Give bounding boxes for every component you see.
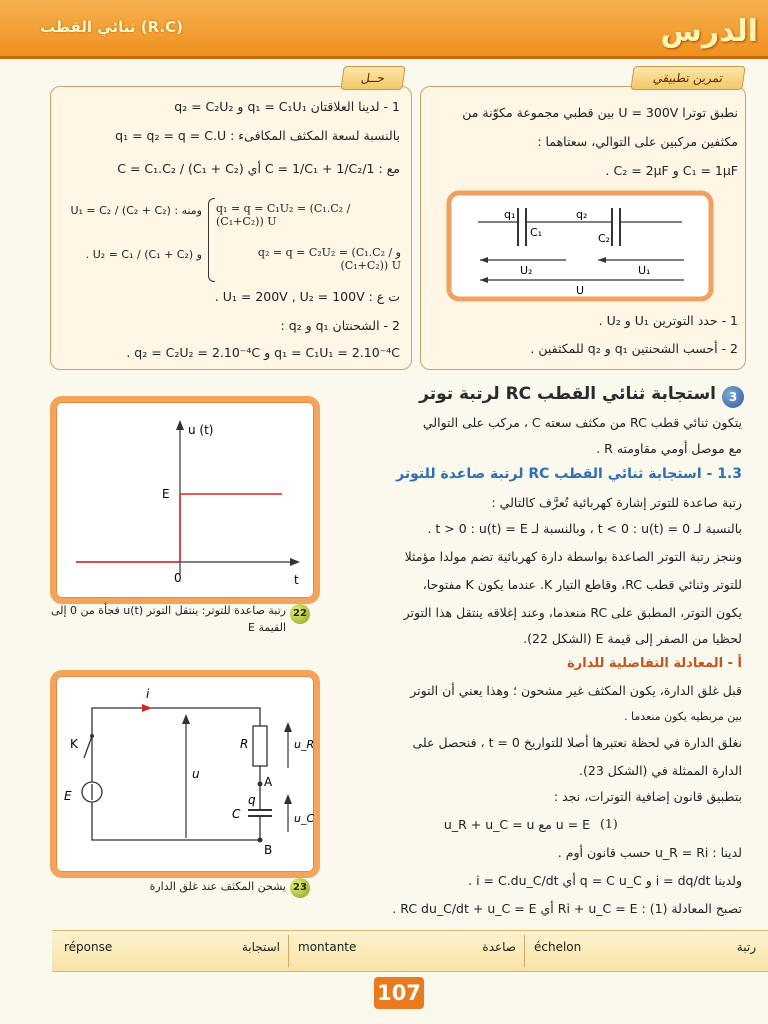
label-i: i: [146, 687, 150, 701]
figure-23-caption: يشحن المكثف عند غلق الدارة: [149, 880, 286, 893]
label-u2: U₂: [520, 264, 533, 277]
switch-k: [84, 736, 92, 758]
section-intro-2: مع موصل أومي مقاومته R .: [596, 441, 742, 456]
label-u1: U₁: [638, 264, 651, 277]
diff-eq-text-4: الدارة الممثلة في (الشكل 23).: [579, 763, 742, 778]
rc-circuit-diagram: [56, 676, 314, 872]
solution-line-4d: و U₂ = C₁ / (C₁ + C₂) .: [85, 248, 202, 261]
label-ur: u_R: [294, 738, 314, 751]
arrow-ur-head: [284, 722, 292, 732]
exercise-line-1: نطبق توترا U = 300V بين قطبي مجموعة مكوّنة من: [462, 105, 738, 120]
figure-23-badge: 23: [290, 878, 310, 898]
solution-line-3: مع : 1/C = 1/C₁ + 1/C₂ أي C = C₁.C₂ / (C₁ + C₂): [117, 161, 400, 176]
series-capacitors-figure: [446, 190, 714, 302]
label-e: E: [64, 789, 72, 803]
solution-line-4b: و q₂ = q = C₂U₂ = (C₁.C₂ / (C₁+C₂)) U: [257, 246, 401, 272]
x-axis-arrow: [290, 558, 300, 566]
label-q: q: [248, 793, 256, 807]
section-title: استجابة ثنائي القطب RC لرتبة توتر: [419, 384, 716, 404]
y-axis-arrow: [176, 420, 184, 430]
section-number-badge: 3: [722, 386, 744, 408]
label-c2: C₂: [598, 232, 611, 245]
current-arrow: [142, 704, 152, 712]
label-c: C: [232, 807, 241, 821]
question-1: 1 - حدد التوترين U₁ و U₂ .: [598, 313, 738, 328]
question-2: 2 - أحسب الشحنتين q₁ و q₂ للمكثفين .: [530, 341, 738, 356]
diff-eq-text-5: بتطبيق قانون إضافية التوترات، نجد :: [553, 789, 742, 804]
label-q2: q₂: [576, 208, 588, 221]
equation-1: u = E مع u_R + u_C = u: [443, 817, 590, 832]
equation-2: لدينا : u_R = Ri حسب قانون أوم .: [557, 845, 742, 860]
step-def-2: بالنسبة لـ t < 0 : u(t) = 0 ، وبالنسبة لـ t > 0 : u(t) = E .: [427, 521, 742, 536]
exercise-line-2: مكثفين مركبين على التوالي، سعتاهما :: [537, 134, 738, 149]
arrow-u-head: [182, 714, 190, 724]
arrow-uc-head: [284, 794, 292, 804]
solution-line-5: ت ع : U₁ = 200V , U₂ = 100V .: [214, 289, 400, 304]
diff-eq-text-1: قبل غلق الدارة، يكون المكثف غير مشحون ؛ وهذا يعني أن التوتر: [410, 683, 742, 698]
switch-pivot: [90, 734, 94, 738]
solution-line-2: بالنسبة لسعة المكثف المكافىء : q₁ = q₂ = q = C.U: [115, 128, 400, 143]
origin-label: 0: [174, 571, 182, 585]
diff-eq-text-2: بين مربطيه يكون منعدما .: [624, 710, 742, 723]
step-def-4: للتوتر وثنائي قطب RC، وقاطع التيار K. عندما يكون K مفتوحا،: [422, 577, 742, 592]
step-voltage-graph: [56, 402, 314, 598]
step-def-5: يكون التوتر، المطبق على RC منعدما، وعند إغلاقه ينتقل هذا التوتر: [403, 605, 742, 620]
exercise-line-3: C₁ = 1μF و C₂ = 2μF .: [605, 163, 738, 178]
y-label: u (t): [188, 423, 214, 437]
glossary-fr-3: échelon: [534, 940, 582, 954]
chapter-title: ثنائي القطب (R.C): [40, 18, 183, 36]
exercise-tab: تمرين تطبيقي: [630, 66, 745, 90]
glossary-separator-1: [288, 935, 289, 967]
label-r: R: [240, 737, 249, 751]
equation-3: ولدينا i = dq/dt و q = C u_C أي i = C.du_C/dt .: [468, 873, 742, 888]
solution-line-6: 2 - الشحنتان q₁ و q₂ :: [280, 318, 400, 333]
solution-line-1: 1 - لدينا العلاقتان q₁ = C₁U₁ و q₂ = C₂U₂: [174, 99, 400, 114]
e-label: E: [162, 487, 170, 501]
t-label: t: [294, 573, 299, 587]
step-def-1: رتبة صاعدة للتوتر إشارة كهربائية تُعرَّف كالتالي :: [491, 495, 742, 510]
glossary-separator-2: [524, 935, 525, 967]
brace: [208, 198, 215, 282]
label-a: A: [264, 775, 273, 789]
glossary-ar-1: استجابة: [241, 940, 280, 954]
step-def-6: لحظيا من الصفر إلى قيمة E (الشكل 22).: [523, 631, 742, 646]
label-k: K: [70, 737, 78, 751]
equation-4: تصبح المعادلة (1) : Ri + u_C = E أي RC du_C/dt + u_C = E .: [392, 901, 742, 916]
label-c1: C₁: [530, 226, 543, 239]
node-a: [258, 782, 263, 787]
resistor: [253, 726, 267, 766]
diff-eq-text-3: نغلق الدارة في لحظة نعتبرها أصلا للتواريخ t = 0 ، فنحصل على: [412, 735, 742, 750]
solution-tab: حــل: [340, 66, 405, 90]
label-q1: q₁: [504, 208, 516, 221]
page-number: 107: [374, 977, 424, 1009]
header-rule: [0, 56, 768, 59]
glossary-bar: [52, 930, 768, 972]
label-u: U: [576, 284, 585, 297]
glossary-ar-2: صاعدة: [482, 940, 516, 954]
solution-line-4a: q₁ = q = C₁U₂ = (C₁.C₂ / (C₁+C₂)) U: [216, 202, 351, 228]
glossary-fr-2: montante: [298, 940, 357, 954]
label-uc: u_C: [294, 812, 314, 825]
subsection-title: 1.3 - استجابة ثنائي القطب RC لرتبة صاعدة للتوتر: [396, 466, 742, 482]
solution-line-4c: ومنه : U₁ = C₂ / (C₂ + C₂): [70, 204, 202, 217]
label-u: u: [192, 767, 200, 781]
equation-number: (1): [600, 816, 618, 831]
subsection-a-title: أ - المعادلة التفاضلية للدارة: [567, 656, 742, 671]
node-b: [258, 838, 263, 843]
lesson-title: الدرس: [660, 14, 758, 49]
figure-22-badge: 22: [290, 604, 310, 624]
label-b: B: [264, 843, 273, 857]
glossary-fr-1: réponse: [64, 940, 113, 954]
step-def-3: وننجز رتبة التوتر الصاعدة بواسطة دارة كهربائية تضم مولدا مؤمثلا: [404, 549, 742, 564]
figure-22-caption: رتبة صاعدة للتوتر: ينتقل التوتر u(t) فجأة من 0 إلى القيمة E: [50, 604, 286, 634]
section-intro-1: يتكون ثنائي قطب RC من مكثف سعته C ، مركب على التوالي: [422, 415, 742, 430]
solution-line-7: q₁ = C₁U₁ = 2.10⁻⁴C و q₂ = C₂U₂ = 2.10⁻⁴C .: [126, 345, 400, 360]
glossary-ar-3: رتبة: [736, 940, 756, 954]
